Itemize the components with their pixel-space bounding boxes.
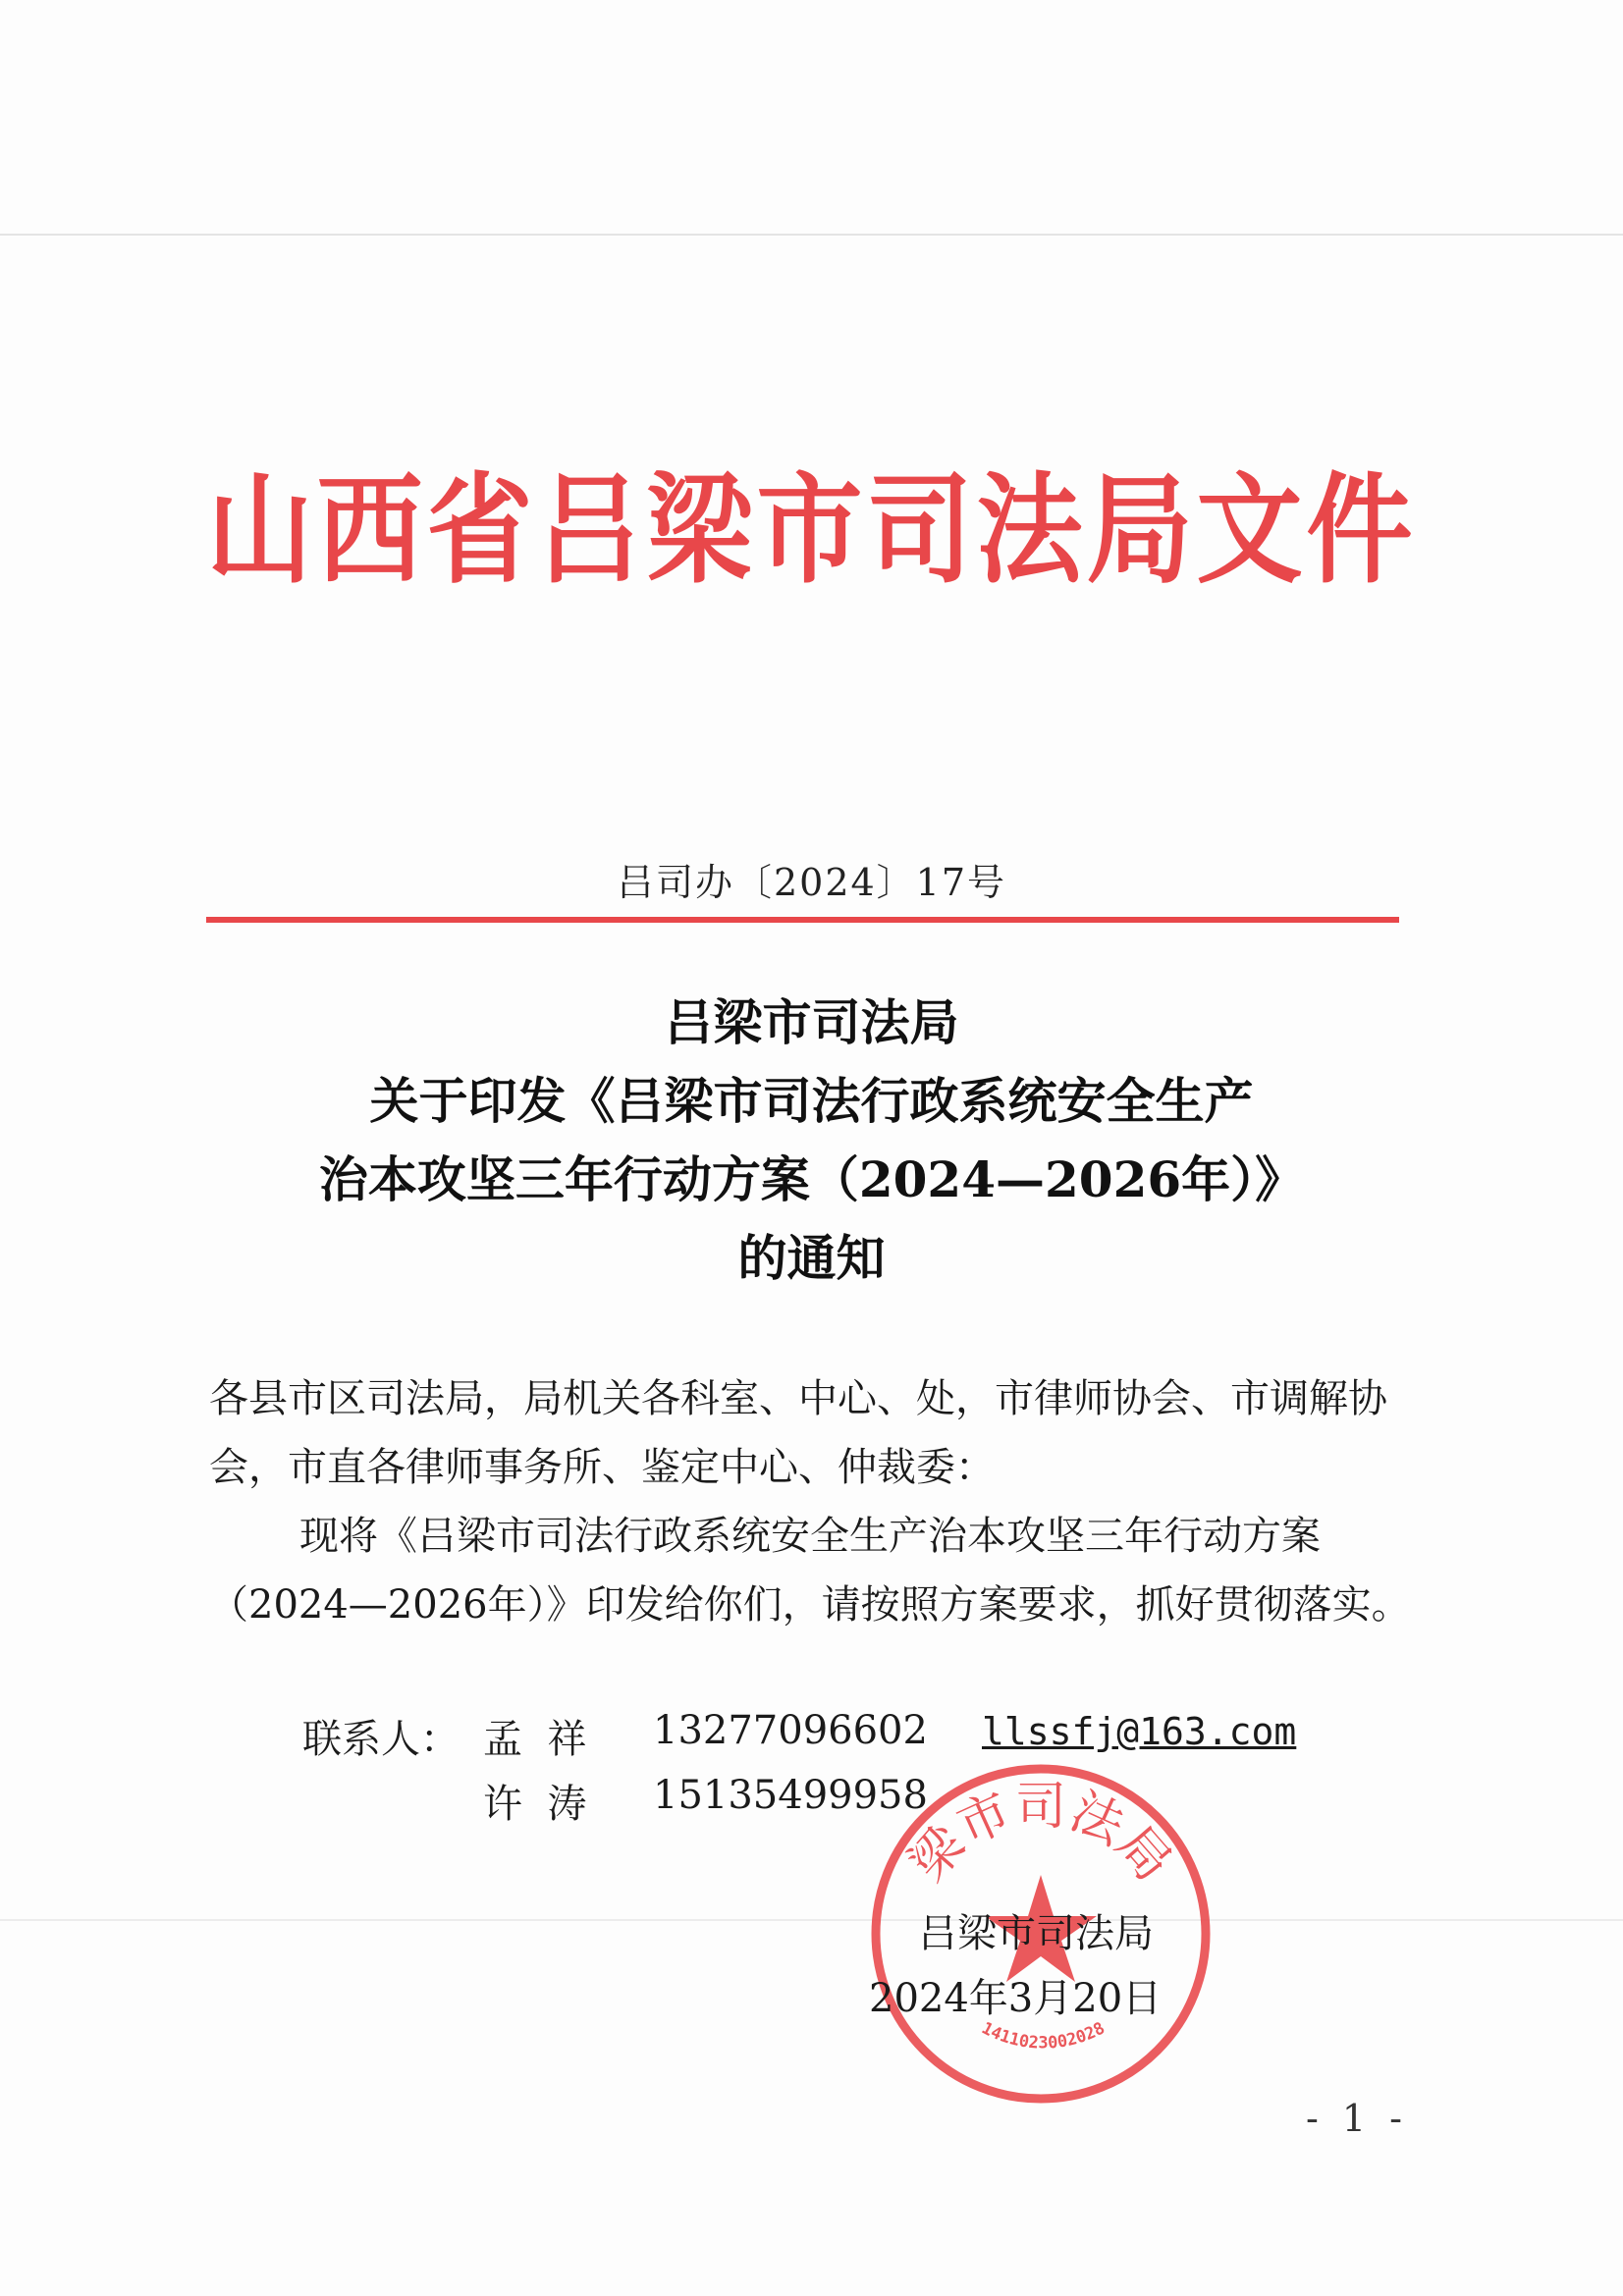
title-line-2: 关于印发《吕梁市司法行政系统安全生产 [369, 1072, 1254, 1130]
contact-phone-1: 13277096602 [653, 1708, 928, 1753]
signing-date: 2024年3月20日 [869, 1976, 1163, 2021]
issuer-header-title: 山西省吕梁市司法局文件 [206, 466, 1417, 599]
scan-line-bottom [0, 1919, 1623, 1921]
contact-name-1: 孟 祥 [483, 1717, 587, 1762]
seal-arc-text: 梁市司法局 [898, 1778, 1183, 1893]
title-line-3: 治本攻坚三年行动方案（2024—2026年）》 [318, 1150, 1305, 1208]
notice-body [209, 1364, 1417, 1639]
seal-code-text: 1411023002028 [978, 2018, 1109, 2054]
notice-title [0, 984, 1623, 1298]
scan-line-top [0, 234, 1623, 236]
contact-name-2: 许 涛 [483, 1782, 587, 1827]
document-number: 吕司办〔2024〕17号 [616, 861, 1007, 904]
contact-phone-2: 15135499958 [653, 1773, 928, 1818]
title-line-1: 吕梁市司法局 [664, 993, 959, 1051]
contact-label: 联系人： [302, 1717, 460, 1762]
red-separator-line [206, 917, 1399, 923]
signing-organization: 吕梁市司法局 [918, 1911, 1154, 1956]
title-line-4: 的通知 [737, 1229, 886, 1287]
contact-email-link[interactable]: llssfj@163.com [982, 1710, 1297, 1753]
recipients-paragraph: 各县市区司法局，局机关各科室、中心、处，市律师协会、市调解协会，市直各律师事务所、鉴定中心、仲裁委： [209, 1376, 1387, 1490]
main-paragraph: 现将《吕梁市司法行政系统安全生产治本攻坚三年行动方案（2024—2026年）》印发给你们，请按照方案要求，抓好贯彻落实。 [209, 1514, 1411, 1628]
page-number: - 1 - [1306, 2097, 1409, 2140]
